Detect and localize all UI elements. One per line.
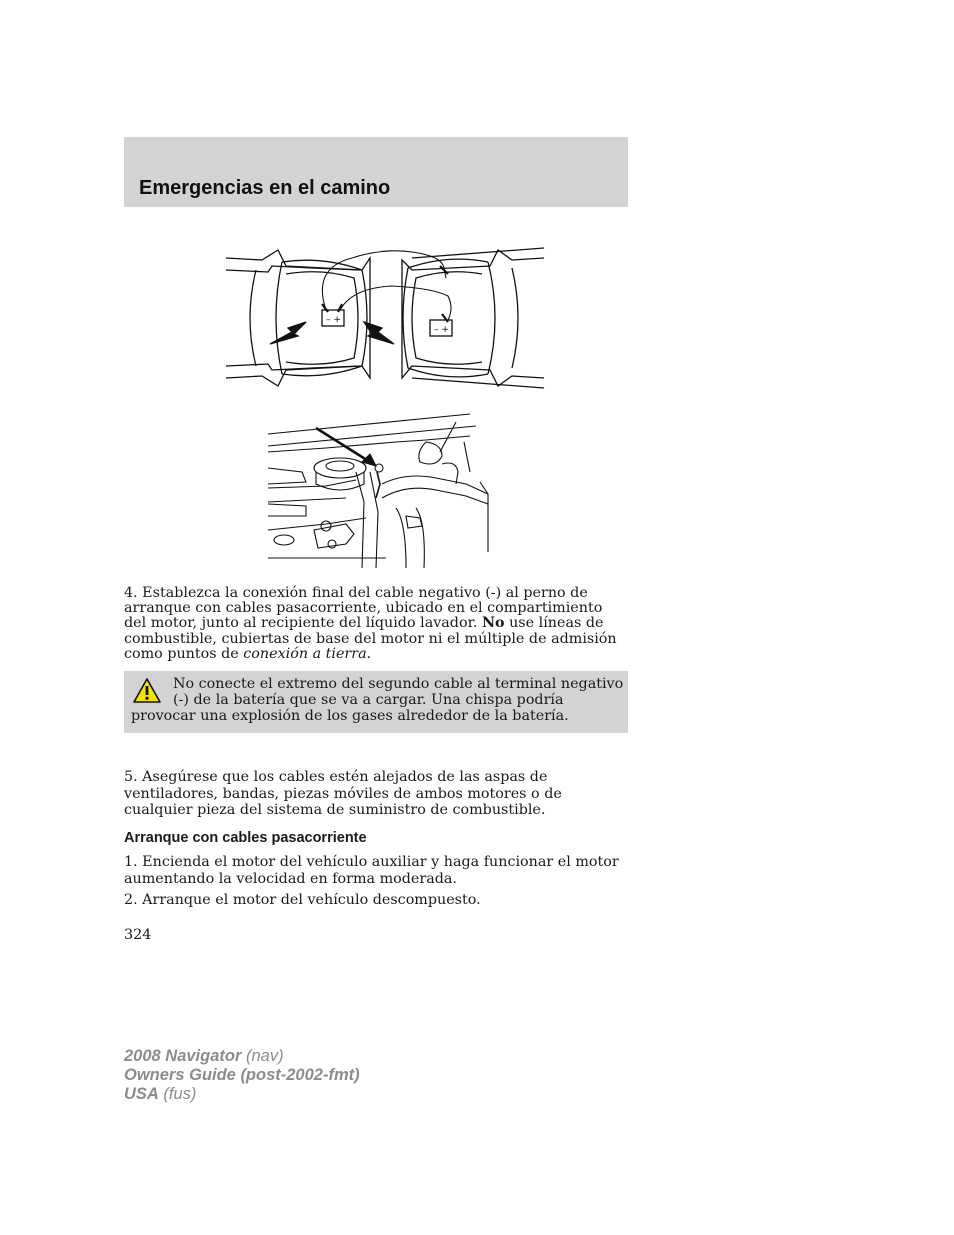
emphasis-ground: conexión a tierra	[243, 645, 367, 662]
warning-box	[124, 671, 628, 733]
warning-text: No conecte el extremo del segundo cable al terminal negativo (-) de la batería que se va a cargar. Una chispa podría provocar una explosión de los gases alrededor de la batería.	[131, 676, 624, 725]
page-title: Emergencias en el camino	[139, 177, 391, 199]
step-4-paragraph: 4. Establezca la conexión final del cable negativo (-) al perno de arranque con cables pasacorriente, ubicado en el compartimiento del motor, junto al recipiente del líquido lavador. No use líneas de combustible, cubiertas de base del motor ni el múltiple de admisión como puntos de conexión a tierra.	[124, 585, 617, 662]
spark-right-icon	[364, 322, 394, 344]
jump-start-diagram	[222, 238, 548, 393]
emphasis-no: No	[481, 615, 505, 632]
step-5-paragraph: 5. Asegúrese que los cables estén alejados de las aspas de ventiladores, bandas, piezas móviles de ambos motores o de cualquier pieza del sistema de suministro de combustible.	[124, 769, 562, 818]
spark-left-icon	[270, 322, 306, 344]
section-heading: Arranque con cables pasacorriente	[124, 830, 367, 846]
page-number: 324	[124, 927, 152, 943]
left-vehicle-drawing	[226, 250, 370, 386]
engine-compartment-diagram	[266, 412, 490, 568]
section-step-2: 2. Arranque el motor del vehículo descompuesto.	[124, 892, 481, 908]
right-vehicle-drawing	[402, 248, 544, 388]
svg-text:– +: – +	[434, 325, 449, 335]
svg-text:– +: – +	[326, 315, 341, 325]
document-footer: 2008 Navigator (nav) Owners Guide (post-2002-fmt) USA (fus)	[124, 1047, 360, 1103]
section-header-band	[124, 137, 628, 207]
section-step-1: 1. Encienda el motor del vehículo auxiliar y haga funcionar el motor aumentando la velocidad en forma moderada.	[124, 854, 619, 887]
